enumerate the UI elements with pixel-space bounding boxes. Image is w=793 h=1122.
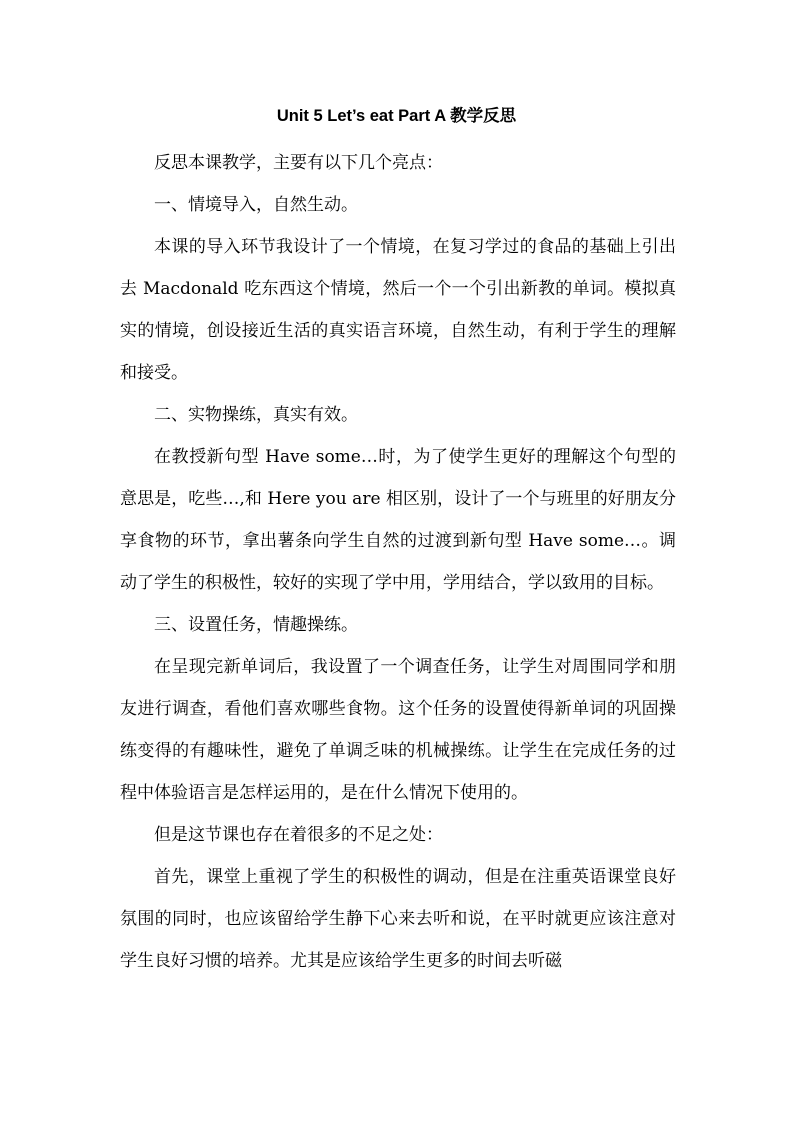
document-body: [120, 142, 676, 982]
paragraph-intro: 反思本课教学，主要有以下几个亮点：: [154, 153, 443, 173]
paragraph-section-1: 本课的导入环节我设计了一个情境，在复习学过的食品的基础上引出去 Macdonald 吃东西这个情境，然后一个一个引出新教的单词。模拟真实的情境，创设接近生活的真实语言环境，自然生动，有利于学生的理解和接受。: [120, 237, 676, 383]
paragraph-section-3: 在呈现完新单词后，我设置了一个调查任务，让学生对周围同学和朋友进行调查，看他们喜欢哪些食物。这个任务的设置使得新单词的巩固操练变得的有趣味性，避免了单调乏味的机械操练。让学生在完成任务的过程中体验语言是怎样运用的，是在什么情况下使用的。: [120, 657, 676, 803]
document-title: Unit 5 Let’s eat Part A 教学反思: [276, 107, 517, 125]
section-heading-3: 三、设置任务，情趣操练。: [154, 615, 358, 635]
paragraph-section-2: 在教授新句型 Have some…时，为了使学生更好的理解这个句型的意思是，吃些…,和 Here you are 相区别，设计了一个与班里的好朋友分享食物的环节，拿出薯条向学生自然的过渡到新句型 Have some…。调动了学生的积极性，较好的实现了学中用，学用结合，学以致用的目标。: [120, 447, 676, 593]
paragraph-shortcoming-1: 首先，课堂上重视了学生的积极性的调动，但是在注重英语课堂良好氛围的同时，也应该留给学生静下心来去听和说，在平时就更应该注意对学生良好习惯的培养。尤其是应该给学生更多的时间去听磁: [120, 867, 676, 971]
section-heading-2: 二、实物操练，真实有效。: [154, 405, 358, 425]
section-heading-1: 一、情境导入，自然生动。: [154, 195, 358, 215]
paragraph-shortcomings-intro: 但是这节课也存在着很多的不足之处：: [154, 825, 443, 845]
